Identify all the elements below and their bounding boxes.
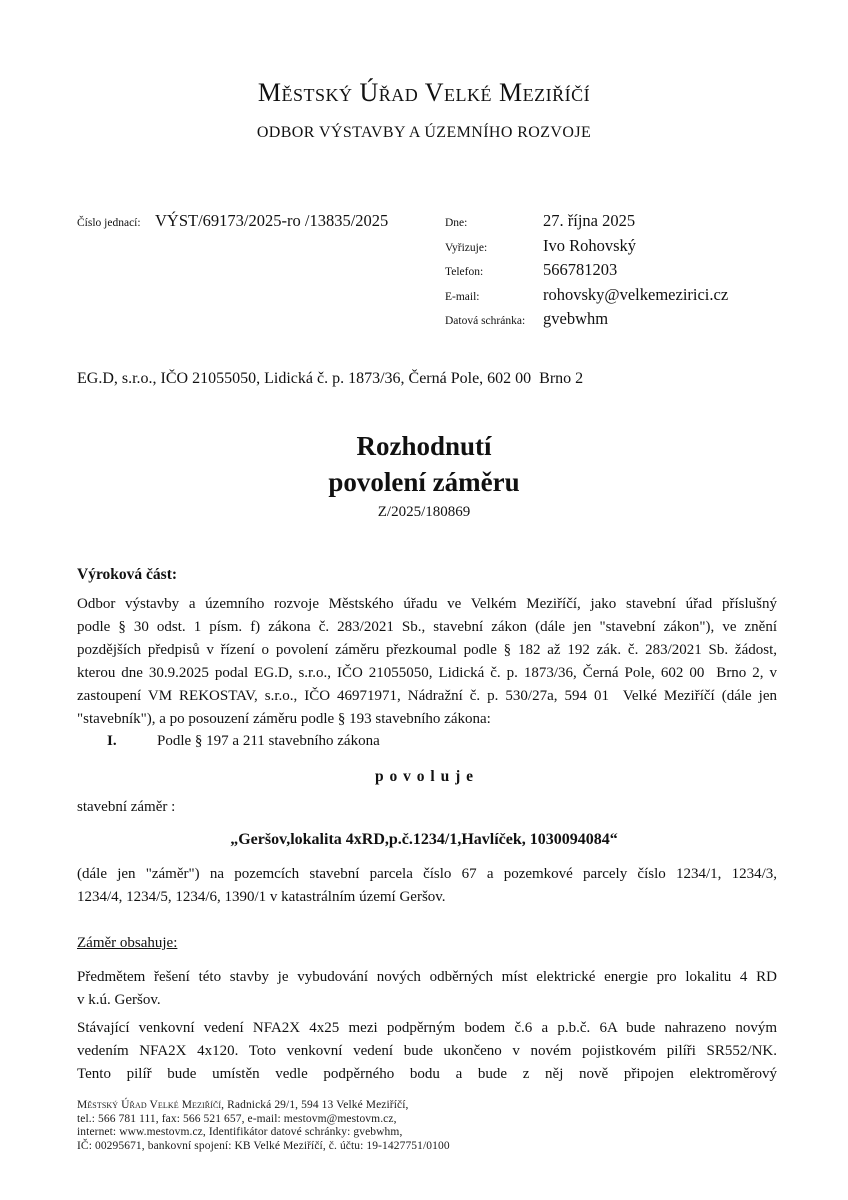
paragraph-line: "stavebník"), a po posouzení záměru podle § 193 stavebního zákona:	[77, 711, 491, 728]
case-number-value: VÝST/69173/2025-ro /13835/2025	[155, 211, 389, 230]
officer-label: Vyřizuje:	[445, 241, 488, 254]
officer-value: Ivo Rohovský	[543, 235, 637, 255]
footer-line-internet: internet: www.mestovm.cz, Identifikátor datové schránky: gvebwhm,	[77, 1126, 403, 1139]
contact-block	[445, 211, 728, 334]
povoluje-keyword: p o v o l u j e	[375, 768, 473, 785]
paragraph-predmet	[77, 966, 777, 1012]
footer-office-address: , Radnická 29/1, 594 13 Velké Meziříčí,	[221, 1099, 409, 1111]
paragraph-line: Odbor výstavby a územního rozvoje Městského úřadu ve Velkém Meziříčí, jako stavební úřad příslušný	[77, 596, 777, 612]
paragraph-line: kterou dne 30.9.2025 podal EG.D, s.r.o., IČO 21055050, Lidická č. p. 1873/36, Černá Pole, 602 00 Brno 2, v	[77, 665, 777, 682]
list-item-text: Podle § 197 a 211 stavebního zákona	[157, 733, 380, 749]
paragraph-line: v k.ú. Geršov.	[77, 992, 161, 1009]
email-row	[445, 285, 728, 310]
date-label: Dne:	[445, 217, 468, 229]
case-number-label: Číslo jednací:	[77, 217, 141, 229]
zamer-intro: stavební záměr :	[77, 799, 176, 815]
paragraph-line: podle § 30 odst. 1 písm. f) zákona č. 283/2021 Sb., stavební zákon (dále jen "stavební zákon"), ve znění	[77, 619, 777, 636]
paragraph-line: Předmětem řešení této stavby je vybudování nových odběrných míst elektrické energie pro lokalitu 4 RD	[77, 969, 777, 985]
phone-row	[445, 260, 728, 285]
document-reference: Z/2025/180869	[377, 504, 471, 520]
paragraph-line: vedením NFA2X 4x120. Toto venkovní vedení bude ukončeno v novém pojistkovém pilíři SR552/NK.	[77, 1043, 777, 1060]
paragraph-line: Tento pilíř bude umístěn vedle podpěrného bodu a bude z něj nově připojen elektroměrový	[77, 1066, 777, 1083]
list-item-I	[77, 733, 777, 750]
paragraph-line: Stávající venkovní vedení NFA2X 4x25 mezi podpěrným bodem č.6 a p.b.č. 6A bude nahrazeno novým	[77, 1020, 777, 1036]
databox-value: gvebwhm	[543, 309, 609, 328]
page-footer	[77, 1099, 777, 1153]
office-department: ODBOR VÝSTAVBY A ÚZEMNÍHO ROZVOJE	[256, 124, 592, 141]
case-number-row	[77, 211, 388, 231]
vyrok-heading: Výroková část:	[77, 566, 178, 583]
document-title: Rozhodnutí	[356, 431, 492, 461]
email-label: E-mail:	[445, 290, 480, 303]
date-row	[445, 211, 728, 236]
list-item-number: I.	[107, 733, 117, 749]
footer-line-bank: IČ: 00295671, bankovní spojení: KB Velké Meziříčí, č. účtu: 19-1427751/0100	[77, 1139, 450, 1152]
zamer-title: „Geršov,lokalita 4xRD,p.č.1234/1,Havlíček, 1030094084“	[230, 831, 618, 848]
officer-row	[445, 236, 728, 261]
paragraph-line: pozdějších předpisů v řízení o povolení záměru přezkoumal podle § 182 až 192 zák. č. 283/2021 Sb. žádost,	[77, 642, 777, 659]
document-subtitle: povolení záměru	[328, 467, 520, 497]
paragraph-stavajici	[77, 1017, 777, 1086]
databox-label: Datová schránka:	[445, 315, 526, 327]
addressee-line: EG.D, s.r.o., IČO 21055050, Lidická č. p. 1873/36, Černá Pole, 602 00 Brno 2	[77, 370, 584, 387]
office-name: Městský Úřad Velké Meziříčí	[257, 78, 591, 107]
databox-row	[445, 309, 728, 334]
phone-label: Telefon:	[445, 266, 484, 278]
footer-line-contacts: tel.: 566 781 111, fax: 566 521 657, e-mail: mestovm@mestovm.cz,	[77, 1112, 397, 1125]
paragraph-vyrok	[77, 593, 777, 732]
phone-value: 566781203	[543, 260, 618, 279]
paragraph-line: 1234/4, 1234/5, 1234/6, 1390/1 v katastrálním území Geršov.	[77, 889, 446, 906]
paragraph-parcely	[77, 863, 777, 909]
footer-office-name: Městský Úřad Velké Meziříčí	[77, 1099, 222, 1111]
date-value: 27. října 2025	[543, 211, 636, 230]
paragraph-line: zastoupení VM REKOSTAV, s.r.o., IČO 46971971, Nádražní č. p. 530/27a, 594 01 Velké Meziříčí (dále jen	[77, 688, 777, 705]
email-value: rohovsky@velkemezirici.cz	[543, 284, 729, 304]
footer-line-address	[77, 1099, 777, 1113]
paragraph-line: (dále jen "záměr") na pozemcích stavební parcela číslo 67 a pozemkové parcely číslo 1234/1, 1234/3,	[77, 866, 777, 882]
obsahuje-heading: Záměr obsahuje:	[77, 935, 178, 951]
